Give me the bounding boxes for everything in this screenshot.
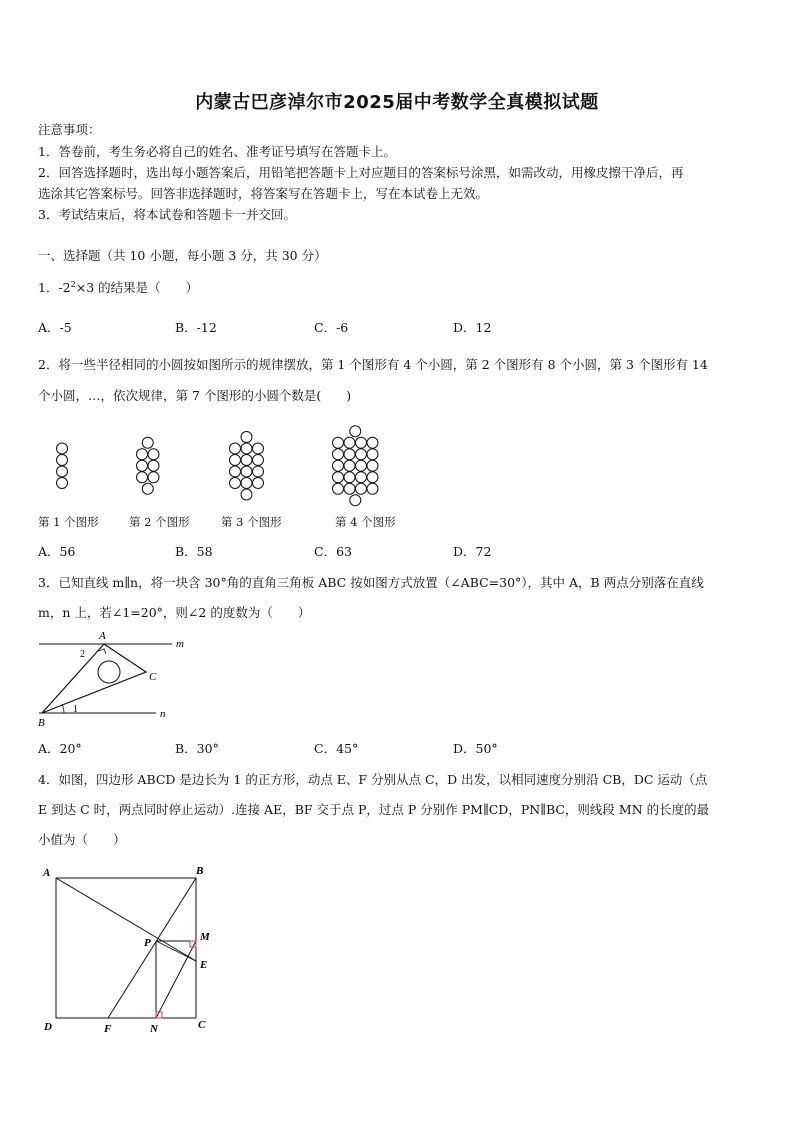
label-m: M [200, 931, 210, 943]
figure-3-circle [230, 466, 241, 477]
label-p: P [144, 937, 151, 949]
figure-4-circle [356, 483, 367, 494]
label-f: F [104, 1023, 112, 1035]
q2-option-d: D．72 [453, 544, 492, 559]
figure-3-circle [241, 466, 252, 477]
label-a: A [43, 867, 51, 879]
notice-item-2: 2．回答选择题时，选出每小题答案后，用铅笔把答题卡上对应题目的答案标号涂黑，如需改动，用橡皮擦干净后，再 [38, 165, 684, 180]
triangle-abc [42, 644, 146, 713]
figure-3-circle [253, 478, 264, 489]
triangle-diagram-svg [34, 625, 204, 733]
notice-heading: 注意事项： [38, 122, 101, 137]
label-n: n [160, 708, 166, 720]
q4-stem-line3: 小值为（ ） [38, 832, 126, 847]
figure-4-circle [333, 460, 344, 471]
q3-figure [34, 625, 204, 733]
label-b: B [196, 865, 204, 877]
notice-item-1: 1．答卷前，考生务必将自己的姓名、准考证号填写在答题卡上。 [38, 144, 396, 159]
figure-1-circle [57, 478, 68, 489]
q2-option-c: C．63 [314, 544, 352, 559]
figure-4-circle [367, 483, 378, 494]
q1-option-d: D．12 [453, 320, 492, 335]
label-b: B [38, 717, 45, 729]
figure-4-circle [356, 472, 367, 483]
figure-4-circle [356, 449, 367, 460]
figure-4-circle [333, 472, 344, 483]
section-heading: 一、选择题（共 10 小题，每小题 3 分，共 30 分） [38, 248, 327, 263]
figure-4-circle [344, 483, 355, 494]
figure-3-circle [253, 466, 264, 477]
label-e: E [200, 959, 208, 971]
q4-stem-line1: 4．如图，四边形 ABCD 是边长为 1 的正方形，动点 E、F 分别从点 C，D 出发，以相同速度分别沿 CB，DC 运动（点 [38, 772, 708, 787]
figure-3-circle [253, 443, 264, 454]
q1-option-c: C．-6 [314, 320, 349, 335]
q1-option-b: B．-12 [175, 320, 217, 335]
q2-caption-3: 第 3 个图形 [221, 515, 282, 529]
label-angle-2: 2 [80, 649, 85, 660]
q2-option-a: A．56 [38, 544, 76, 559]
q3-option-c: C．45° [314, 741, 359, 756]
q3-option-b: B．30° [175, 741, 219, 756]
q1-stem [38, 278, 198, 296]
q3-stem-line1: 3．已知直线 m∥n，将一块含 30°角的直角三角板 ABC 按如图方式放置（∠ABC=30°），其中 A，B 两点分别落在直线 [38, 575, 704, 590]
label-n: N [150, 1023, 158, 1035]
figure-4-circle [333, 483, 344, 494]
segment-bf [108, 878, 196, 1018]
q3-option-a: A．20° [38, 741, 82, 756]
q2-caption-1: 第 1 个图形 [38, 515, 99, 529]
figure-4-circle [367, 472, 378, 483]
label-angle-1: 1 [73, 704, 78, 715]
figure-3-circle [230, 443, 241, 454]
figure-2-circle [137, 449, 148, 460]
figure-3-circle [241, 455, 252, 466]
q4-figure [38, 860, 218, 1035]
figure-2-circle [142, 437, 153, 448]
figure-4-circle [350, 495, 361, 506]
figure-3-circle [241, 443, 252, 454]
figure-4-circle [367, 460, 378, 471]
label-c: C [149, 671, 157, 683]
figure-2-circle [142, 483, 153, 494]
page-title: 内蒙古巴彦淖尔市2025届中考数学全真模拟试题 [195, 92, 599, 113]
figure-1-circle [57, 466, 68, 477]
q2-stem-line2: 个小圆，…，依次规律，第 7 个图形的小圆个数是( ) [38, 388, 352, 403]
triangle-hole [98, 661, 120, 683]
figure-4-circle [356, 460, 367, 471]
q2-stem-line1: 2．将一些半径相同的小圆按如图所示的规律摆放，第 1 个图形有 4 个小圆，第 2 个图形有 8 个小圆，第 3 个图形有 14 [38, 357, 708, 372]
q2-option-b: B．58 [175, 544, 213, 559]
q1-stem-sup: 2 [70, 279, 76, 289]
q2-figures [38, 415, 418, 510]
notice-item-2-cont: 选涂其它答案标号。回答非选择题时，将答案写在答题卡上，写在本试卷上无效。 [38, 186, 489, 201]
figure-3-circle [241, 432, 252, 443]
label-d: D [44, 1021, 52, 1033]
figure-2-circle [137, 460, 148, 471]
segment-mn [156, 941, 196, 1018]
q2-caption-2: 第 2 个图形 [129, 515, 190, 529]
figure-3-circle [230, 478, 241, 489]
figure-4-circle [350, 426, 361, 437]
figure-4-circle [344, 449, 355, 460]
segment-ae [56, 878, 196, 961]
figure-2-circle [137, 472, 148, 483]
figure-4-circle [333, 449, 344, 460]
label-m: m [176, 638, 184, 650]
square-diagram-svg [38, 860, 218, 1035]
figure-2-circle [148, 472, 159, 483]
figure-1-circle [57, 455, 68, 466]
figure-4-circle [367, 437, 378, 448]
figure-3-circle [230, 455, 241, 466]
figure-1-circle [57, 443, 68, 454]
figure-4-circle [333, 437, 344, 448]
figure-4-circle [344, 460, 355, 471]
figure-4-circle [344, 472, 355, 483]
circle-pattern-svg [38, 415, 418, 510]
figure-3-circle [241, 489, 252, 500]
q3-option-d: D．50° [453, 741, 498, 756]
figure-4-circle [356, 437, 367, 448]
figure-2-circle [148, 460, 159, 471]
notice-item-3: 3．考试结束后，将本试卷和答题卡一并交回。 [38, 207, 296, 222]
q3-stem-line2: m，n 上，若∠1=20°，则∠2 的度数为（ ） [38, 605, 311, 620]
label-c: C [198, 1019, 206, 1031]
q4-stem-line2: E 到达 C 时，两点同时停止运动）.连接 AE，BF 交于点 P，过点 P 分别作 PM∥CD，PN∥BC，则线段 MN 的长度的最 [38, 802, 710, 817]
figure-4-circle [367, 449, 378, 460]
q1-stem-a: 1．-2 [38, 280, 71, 295]
figure-3-circle [253, 455, 264, 466]
figure-3-circle [241, 478, 252, 489]
q2-caption-4: 第 4 个图形 [335, 515, 396, 529]
q1-stem-b: ×3 的结果是（ ） [75, 280, 199, 295]
label-a: A [99, 630, 106, 642]
q1-option-a: A．-5 [38, 320, 72, 335]
figure-4-circle [344, 437, 355, 448]
figure-2-circle [148, 449, 159, 460]
